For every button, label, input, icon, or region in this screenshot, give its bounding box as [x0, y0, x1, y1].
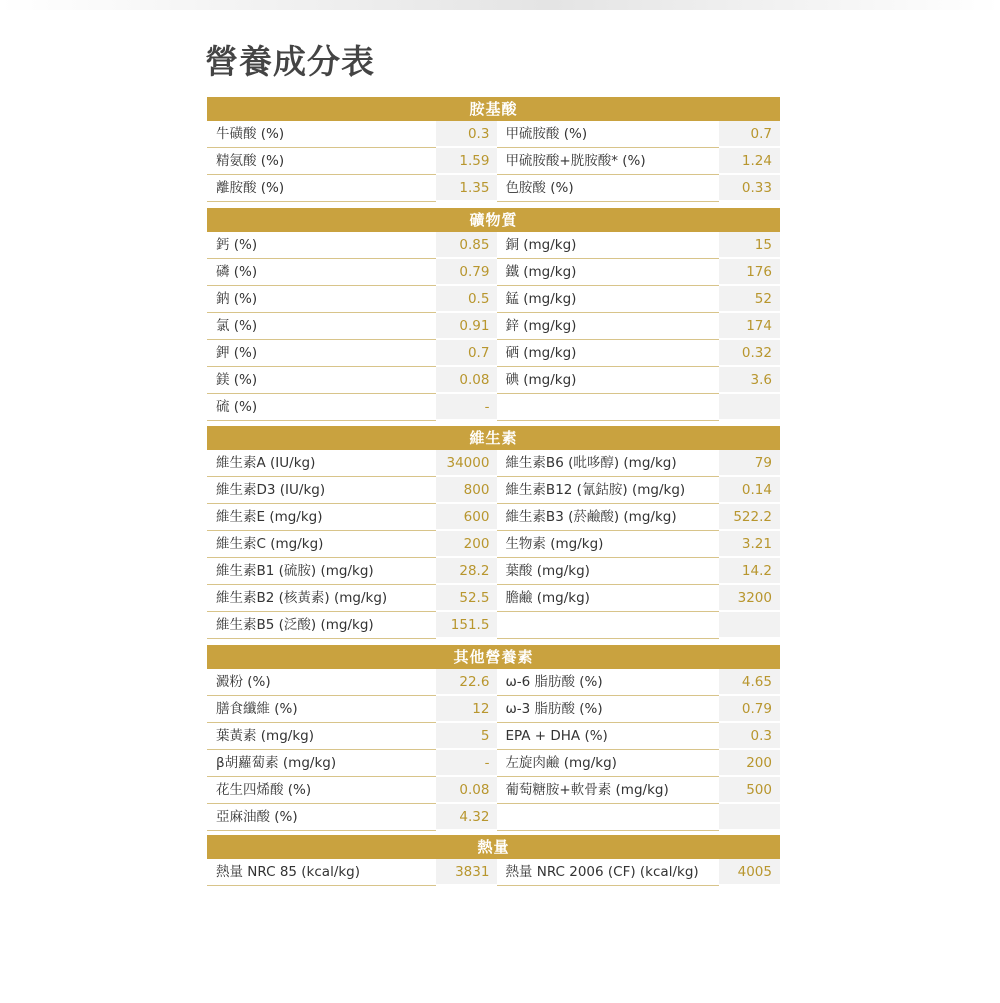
nutrient-value: 0.32 — [719, 340, 780, 366]
section-table — [207, 645, 780, 831]
nutrient-value: 52.5 — [436, 585, 497, 611]
nutrient-label: ω-3 脂肪酸 (%) — [497, 696, 718, 723]
nutrient-label: 牛磺酸 (%) — [207, 121, 436, 148]
section-table — [207, 97, 780, 202]
nutrient-label: 碘 (mg/kg) — [497, 367, 718, 394]
nutrient-label: 膳食纖維 (%) — [207, 696, 436, 723]
nutrient-label: 鎂 (%) — [207, 367, 436, 394]
table-row — [207, 558, 780, 585]
table-row — [207, 859, 780, 886]
nutrient-value: 0.79 — [719, 696, 780, 722]
nutrient-value: 200 — [436, 531, 497, 557]
nutrient-label: 離胺酸 (%) — [207, 175, 436, 202]
nutrient-value: 0.7 — [719, 121, 780, 147]
nutrient-value: 4.32 — [436, 804, 497, 830]
nutrient-value: 4.65 — [719, 669, 780, 695]
nutrient-label: 氯 (%) — [207, 313, 436, 340]
nutrient-label: 硒 (mg/kg) — [497, 340, 718, 367]
nutrient-value: 500 — [719, 777, 780, 803]
nutrient-label: 鈣 (%) — [207, 232, 436, 259]
nutrient-value: 0.91 — [436, 313, 497, 339]
nutrient-label: 膽鹼 (mg/kg) — [497, 585, 718, 612]
section-table — [207, 835, 780, 886]
nutrient-label: 維生素C (mg/kg) — [207, 531, 436, 558]
nutrient-label: 花生四烯酸 (%) — [207, 777, 436, 804]
table-row — [207, 148, 780, 175]
nutrient-label: 錳 (mg/kg) — [497, 286, 718, 313]
nutrient-value: 5 — [436, 723, 497, 749]
table-row — [207, 612, 780, 639]
nutrient-value: 3.6 — [719, 367, 780, 393]
table-row — [207, 750, 780, 777]
section-table — [207, 208, 780, 421]
nutrient-label: 維生素B12 (氰鈷胺) (mg/kg) — [497, 477, 718, 504]
nutrient-label: 左旋肉鹼 (mg/kg) — [497, 750, 718, 777]
table-row — [207, 175, 780, 202]
nutrient-label: 澱粉 (%) — [207, 669, 436, 696]
nutrient-label: 葡萄糖胺+軟骨素 (mg/kg) — [497, 777, 718, 804]
page-title: 營養成分表 — [205, 42, 375, 81]
nutrient-value: 12 — [436, 696, 497, 722]
nutrient-value: 0.3 — [436, 121, 497, 147]
table-row — [207, 504, 780, 531]
nutrient-value: 0.7 — [436, 340, 497, 366]
nutrient-label: 維生素B6 (吡哆醇) (mg/kg) — [497, 450, 718, 477]
nutrient-value: 1.35 — [436, 175, 497, 201]
nutrient-label: 鐵 (mg/kg) — [497, 259, 718, 286]
nutrient-label: 維生素D3 (IU/kg) — [207, 477, 436, 504]
nutrient-value: 0.14 — [719, 477, 780, 503]
table-row — [207, 121, 780, 148]
nutrient-label: EPA + DHA (%) — [497, 723, 718, 750]
nutrient-label: 精氨酸 (%) — [207, 148, 436, 175]
nutrient-value: 3.21 — [719, 531, 780, 557]
table-row — [207, 669, 780, 696]
nutrient-label: 磷 (%) — [207, 259, 436, 286]
nutrient-value: 0.33 — [719, 175, 780, 201]
nutrient-value: 1.24 — [719, 148, 780, 174]
nutrient-label — [497, 612, 718, 639]
nutrient-label: 維生素A (IU/kg) — [207, 450, 436, 477]
nutrient-value: 34000 — [436, 450, 497, 476]
nutrient-label: 葉酸 (mg/kg) — [497, 558, 718, 585]
table-row — [207, 477, 780, 504]
section-header: 熱量 — [207, 835, 780, 859]
nutrient-value: 52 — [719, 286, 780, 312]
table-row — [207, 259, 780, 286]
section-header: 其他營養素 — [207, 645, 780, 669]
table-row — [207, 394, 780, 421]
section-table — [207, 426, 780, 639]
nutrient-value: 0.5 — [436, 286, 497, 312]
nutrient-value: 522.2 — [719, 504, 780, 530]
table-row — [207, 340, 780, 367]
nutrient-value: - — [436, 394, 497, 420]
table-row — [207, 367, 780, 394]
nutrient-value: 15 — [719, 232, 780, 258]
nutrient-label: β胡蘿蔔素 (mg/kg) — [207, 750, 436, 777]
nutrient-value — [719, 612, 780, 638]
table-row — [207, 585, 780, 612]
nutrient-label — [497, 394, 718, 421]
nutrient-label: 維生素E (mg/kg) — [207, 504, 436, 531]
nutrient-label: 亞麻油酸 (%) — [207, 804, 436, 831]
nutrient-label: 維生素B2 (核黃素) (mg/kg) — [207, 585, 436, 612]
section-header: 維生素 — [207, 426, 780, 450]
table-row — [207, 313, 780, 340]
nutrient-label: 鋅 (mg/kg) — [497, 313, 718, 340]
nutrient-label: 硫 (%) — [207, 394, 436, 421]
nutrient-label: 色胺酸 (%) — [497, 175, 718, 202]
nutrient-value: 22.6 — [436, 669, 497, 695]
nutrient-label: 甲硫胺酸+胱胺酸* (%) — [497, 148, 718, 175]
nutrient-value: 0.79 — [436, 259, 497, 285]
table-row — [207, 450, 780, 477]
nutrient-label: 熱量 NRC 85 (kcal/kg) — [207, 859, 436, 886]
table-row — [207, 232, 780, 259]
section-header: 胺基酸 — [207, 97, 780, 121]
top-shadow — [0, 0, 1000, 10]
nutrient-label: 維生素B1 (硫胺) (mg/kg) — [207, 558, 436, 585]
nutrient-label: 葉黃素 (mg/kg) — [207, 723, 436, 750]
nutrient-label — [497, 804, 718, 831]
nutrient-label: 甲硫胺酸 (%) — [497, 121, 718, 148]
nutrient-value: 4005 — [719, 859, 780, 885]
nutrient-label: 鈉 (%) — [207, 286, 436, 313]
nutrient-value: 151.5 — [436, 612, 497, 638]
nutrient-label: 維生素B5 (泛酸) (mg/kg) — [207, 612, 436, 639]
nutrient-value: 3831 — [436, 859, 497, 885]
nutrient-value: 0.08 — [436, 777, 497, 803]
table-row — [207, 804, 780, 831]
nutrient-value: 3200 — [719, 585, 780, 611]
table-row — [207, 531, 780, 558]
nutrient-value: 800 — [436, 477, 497, 503]
nutrient-value: 0.08 — [436, 367, 497, 393]
nutrient-label: 熱量 NRC 2006 (CF) (kcal/kg) — [497, 859, 718, 886]
table-row — [207, 286, 780, 313]
nutrient-value: 0.3 — [719, 723, 780, 749]
nutrient-value: 14.2 — [719, 558, 780, 584]
nutrient-label: ω-6 脂肪酸 (%) — [497, 669, 718, 696]
nutrient-label: 生物素 (mg/kg) — [497, 531, 718, 558]
table-row — [207, 777, 780, 804]
nutrient-value: 0.85 — [436, 232, 497, 258]
table-row — [207, 696, 780, 723]
nutrient-value — [719, 804, 780, 830]
nutrient-label: 維生素B3 (菸鹼酸) (mg/kg) — [497, 504, 718, 531]
nutrient-value: 79 — [719, 450, 780, 476]
nutrient-value: 28.2 — [436, 558, 497, 584]
nutrient-value: 200 — [719, 750, 780, 776]
nutrient-value: - — [436, 750, 497, 776]
section-header: 礦物質 — [207, 208, 780, 232]
nutrient-value: 600 — [436, 504, 497, 530]
nutrient-value: 176 — [719, 259, 780, 285]
nutrient-value: 174 — [719, 313, 780, 339]
nutrient-label: 鉀 (%) — [207, 340, 436, 367]
nutrient-label: 銅 (mg/kg) — [497, 232, 718, 259]
nutrient-value — [719, 394, 780, 420]
table-row — [207, 723, 780, 750]
nutrient-value: 1.59 — [436, 148, 497, 174]
